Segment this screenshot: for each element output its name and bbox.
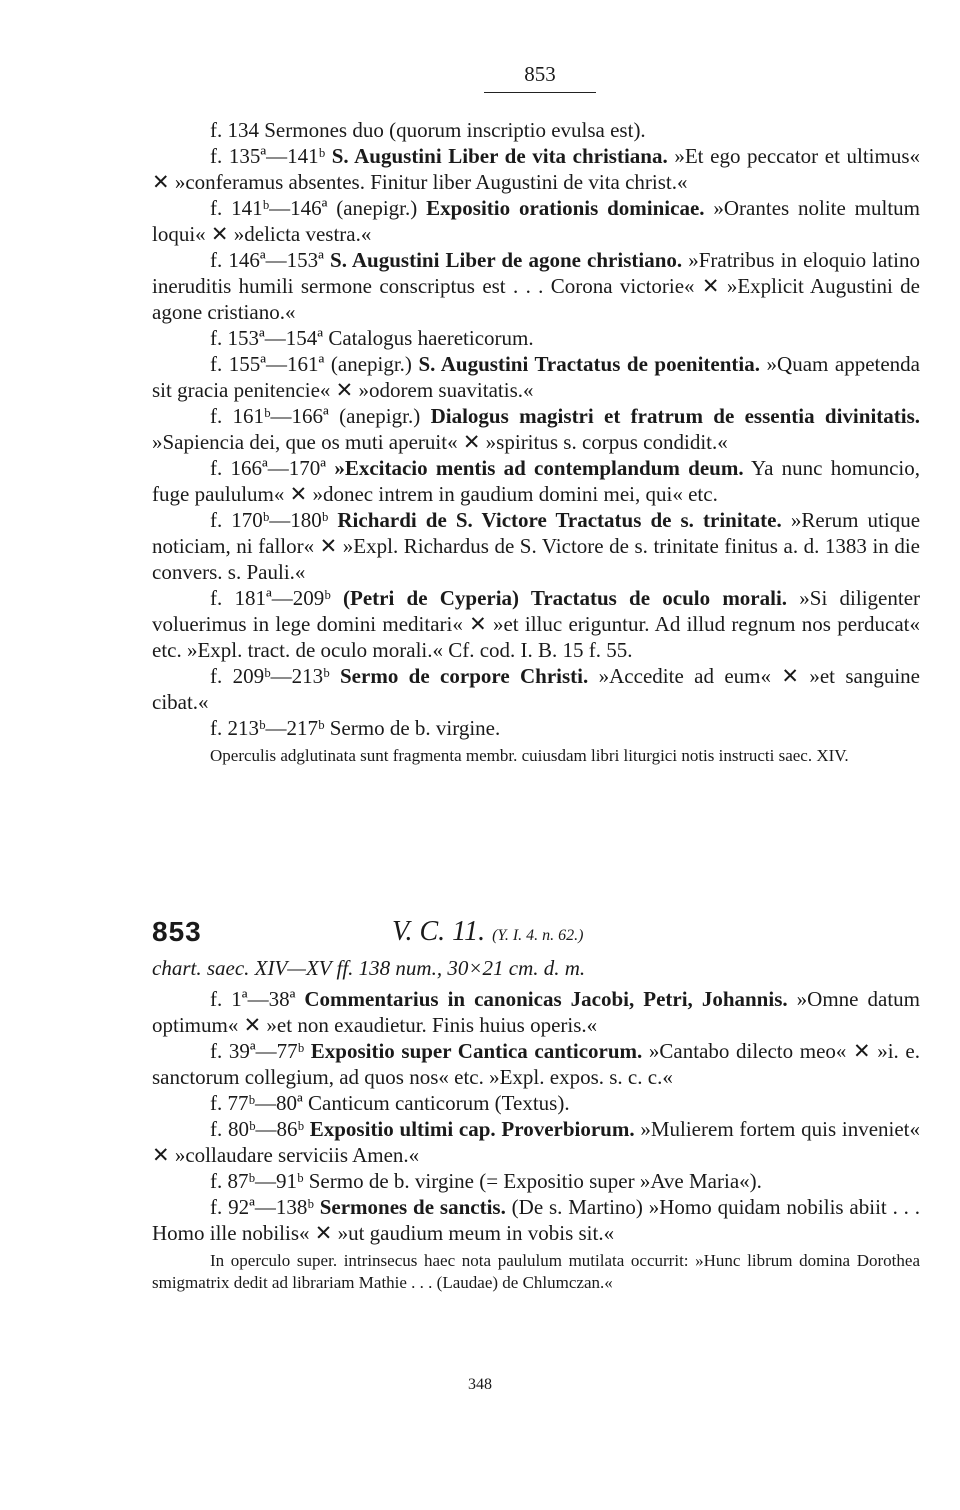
entry-ref: f. 39ª—77ᵇ xyxy=(210,1039,305,1063)
entry xyxy=(152,403,920,455)
codex-note: Operculis adglutinata sunt fragmenta membr. cuiusdam libri liturgici notis instructi saec. XIV. xyxy=(210,746,849,765)
entry xyxy=(152,1090,920,1116)
entry-ref: f. 80ᵇ—86ᵇ xyxy=(210,1117,304,1141)
entry-title: Richardi de S. Victore Tractatus de s. trinitate. xyxy=(337,508,782,532)
entry-text: Canticum canticorum (Textus). xyxy=(308,1091,570,1115)
entry-title: Sermones de sanctis. xyxy=(319,1195,506,1219)
entry-text: Sermones duo (quorum inscriptio evulsa est). xyxy=(264,118,646,142)
entry-text: »Rerum utique noticiam, ni fallor« ✕ »Expl. Richardus de S. Victore de s. trinitate finitus a. d. 1383 in die convers. s. Pauli.« xyxy=(152,508,921,584)
entry xyxy=(152,1194,920,1246)
entry-ref: f. 170ᵇ—180ᵇ xyxy=(210,508,329,532)
entry-text: »Omne datum optimum« ✕ »et non exaudietur. Finis huius operis.« xyxy=(152,987,920,1037)
entry xyxy=(152,247,920,325)
entry-title: S. Augustini Liber de agone christiano. xyxy=(330,248,683,272)
entry-title: Sermo de corpore Christi. xyxy=(340,664,589,688)
entry-title: Dialogus magistri et fratrum de essentia divinitatis. xyxy=(430,404,921,428)
entry-ref: f. 181ª—209ᵇ xyxy=(210,586,331,610)
entry-text: »Et ego peccator et ultimus« ✕ »conferamus absentes. Finitur liber Augustini de vita christ.« xyxy=(152,144,921,194)
entry-text: »Mulierem fortem quis inveniet« ✕ »collaudare serviciis Amen.« xyxy=(152,1117,921,1167)
entry-ref: f. 87ᵇ—91ᵇ xyxy=(210,1169,304,1193)
entry-ref: f. 92ª—138ᵇ xyxy=(210,1195,314,1219)
entry-title: S. Augustini Tractatus de poenitentia. xyxy=(418,352,760,376)
codex-shelfmark: V. C. 11. xyxy=(392,916,486,947)
entry xyxy=(152,351,920,403)
entry-title: Commentarius in canonicas Jacobi, Petri, Johannis. xyxy=(304,987,788,1011)
entry-ref: f. 77ᵇ—80ª xyxy=(210,1091,303,1115)
entry-text: »Si diligenter voluerimus in lege domini meditari« ✕ »et illuc eriguntur. Ad illud regnum nos perducat« etc. »Expl. tract. de oculo morali.« Cf. cod. I. B. 15 f. 55. xyxy=(152,586,921,662)
entry-text: Sermo de b. virgine (= Expositio super »Ave Maria«). xyxy=(308,1169,762,1193)
entry xyxy=(152,663,920,715)
entry xyxy=(152,195,920,247)
codex-note: In operculo super. intrinsecus haec nota paululum mutilata occurrit: »Hunc librum domina Dorothea smigmatrix dedit ad librariam Mathie . . . (Laudae) de Chlumczan.« xyxy=(152,1251,920,1292)
entry-ref: f. 135ª—141ᵇ xyxy=(210,144,326,168)
entry-ref: f. 153ª—154ª xyxy=(210,326,324,350)
page-number-bottom: 348 xyxy=(468,1376,492,1393)
entry-title: (Petri de Cyperia) Tractatus de oculo morali. xyxy=(343,586,788,610)
page-number-top: 853 xyxy=(524,62,556,86)
entry xyxy=(152,1116,920,1168)
entry xyxy=(152,1038,920,1090)
entry-text: »Fratribus in eloquio latino ineruditis humili sermone conscriptus est . . . Corona victorie« ✕ »Explicit Augustini de agone cristiano.« xyxy=(152,248,920,324)
entry-ref: f. 155ª—161ª (anepigr.) xyxy=(210,352,412,376)
entry xyxy=(152,715,920,741)
entry xyxy=(152,507,920,585)
codex-heading xyxy=(152,916,920,950)
entry-ref: f. 134 xyxy=(210,118,259,142)
entry-ref: f. 1ª—38ª xyxy=(210,987,296,1011)
header-rule xyxy=(484,92,596,93)
entry xyxy=(152,325,920,351)
entry-title: Expositio ultimi cap. Proverbiorum. xyxy=(309,1117,635,1141)
entry-text: »Sapiencia dei, que os muti aperuit« ✕ »spiritus s. corpus condidit.« xyxy=(152,430,728,454)
entries-block-1 xyxy=(152,117,920,767)
entry-title: Expositio super Cantica canticorum. xyxy=(310,1039,643,1063)
entry-text: »Accedite ad eum« ✕ »et sanguine cibat.« xyxy=(152,664,920,714)
entry xyxy=(152,986,920,1038)
entry-title: »Excitacio mentis ad contemplandum deum. xyxy=(334,456,744,480)
entry-text: Catalogus haereticorum. xyxy=(328,326,534,350)
entry-ref: f. 166ª—170ª xyxy=(210,456,327,480)
entry xyxy=(152,455,920,507)
entry-text: (De s. Martino) »Homo quidam nobilis abiit . . . Homo ille nobilis« ✕ »ut gaudium meum in vobis sit.« xyxy=(152,1195,921,1245)
entry-title: S. Augustini Liber de vita christiana. xyxy=(331,144,668,168)
codex-number: 853 xyxy=(152,916,202,947)
entry-title: Expositio orationis dominicae. xyxy=(426,196,705,220)
entry-ref: f. 141ᵇ—146ª (anepigr.) xyxy=(210,196,418,220)
entry-ref: f. 209ᵇ—213ᵇ xyxy=(210,664,330,688)
entry xyxy=(152,585,920,663)
entry-text: Ya nunc homuncio, fuge paululum« ✕ »donec intrem in gaudium domini mei, qui« etc. xyxy=(152,456,920,506)
entry xyxy=(152,117,920,143)
entry-text: »Cantabo dilecto meo« ✕ »i. e. sanctorum collegium, ad quos nos« etc. »Expl. expos. s. c. c.« xyxy=(152,1039,920,1089)
entry-text: »Quam appetenda sit gracia penitencie« ✕ »odorem suavitatis.« xyxy=(152,352,920,402)
entry-ref: f. 146ª—153ª xyxy=(210,248,324,272)
entry-text: Sermo de b. virgine. xyxy=(329,716,501,740)
codex-signature xyxy=(392,916,584,948)
entry-ref: f. 213ᵇ—217ᵇ xyxy=(210,716,325,740)
entries-block-2 xyxy=(152,986,920,1294)
codex-old-signature: (Y. I. 4. n. 62.) xyxy=(492,927,584,944)
codex-description: chart. saec. XIV—XV ff. 138 num., 30×21 cm. d. m. xyxy=(152,956,586,980)
entry xyxy=(152,143,920,195)
entry-ref: f. 161ᵇ—166ª (anepigr.) xyxy=(210,404,421,428)
entry-text: »Orantes nolite multum loqui« ✕ »delicta vestra.« xyxy=(152,196,921,246)
entry xyxy=(152,1168,920,1194)
